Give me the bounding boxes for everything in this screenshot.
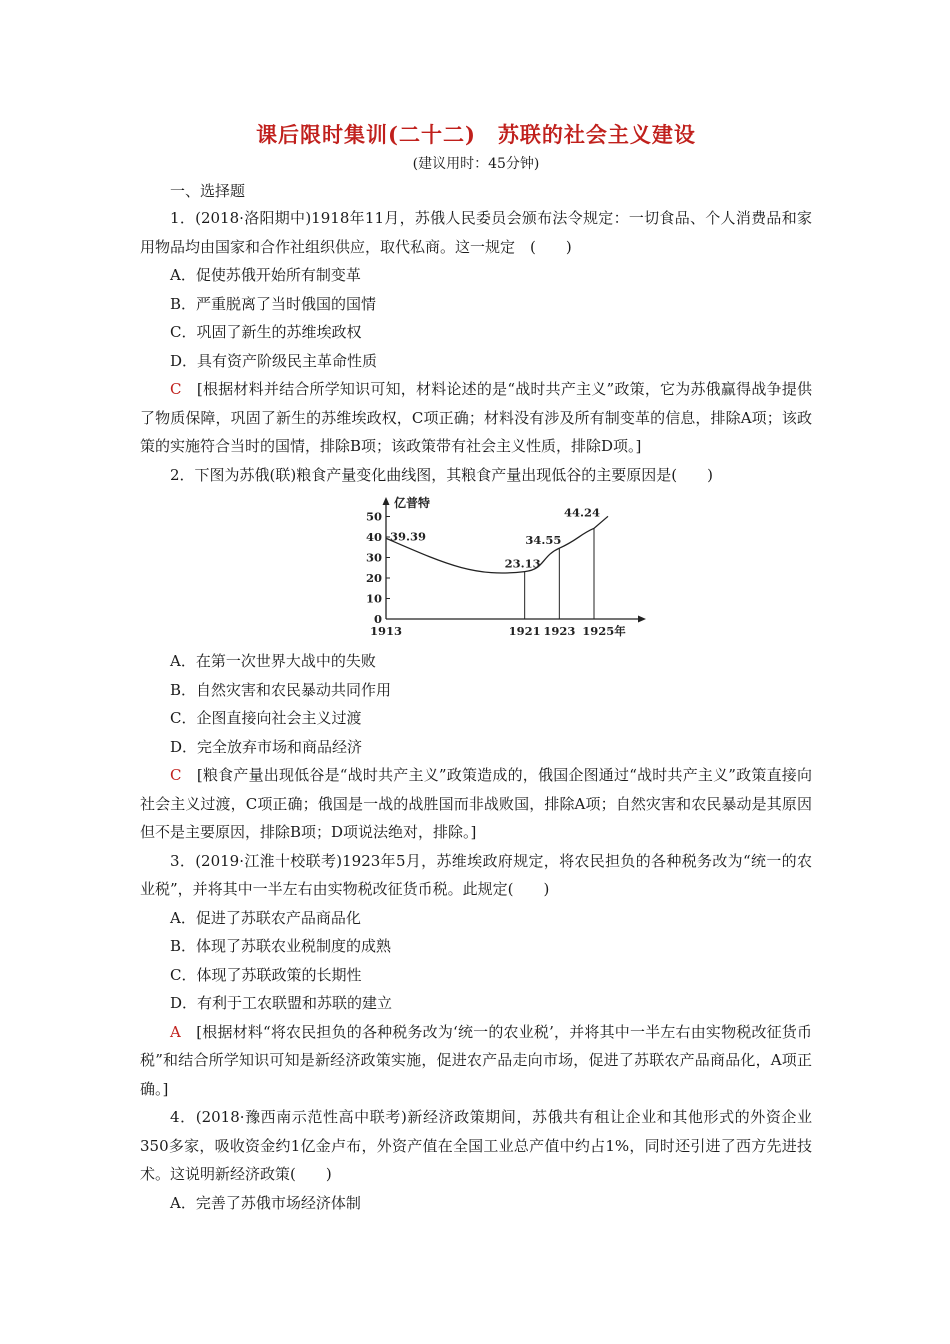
y-axis-label: 亿普特 <box>394 496 431 510</box>
question-4-stem: 4．(2018·豫西南示范性高中联考)新经济政策期间，苏俄共有租让企业和其他形式的外资企业350多家，吸收资金约1亿金卢布，外资产值在全国工业总产值中约占1%，同时还引进了西方先进技术。这说明新经济政策( ) <box>140 1108 812 1183</box>
question-1-answer <box>140 375 812 461</box>
y-tick-label: 40 <box>365 530 382 544</box>
answer-letter: A <box>170 1022 181 1041</box>
x-tick-label: 1923 <box>543 624 576 638</box>
section-heading: 一、选择题 <box>170 182 246 200</box>
question-3-option-a: A．促进了苏联农产品商品化 <box>170 908 361 927</box>
line-chart-svg <box>354 493 674 641</box>
y-tick-label: 20 <box>365 571 382 585</box>
x-tick-label: 1921 <box>508 624 541 638</box>
data-label: 44.24 <box>563 505 601 520</box>
question-3-answer <box>140 1018 812 1104</box>
question-4-option-a: A．完善了苏俄市场经济体制 <box>170 1193 361 1212</box>
x-tick-label: 1925年 <box>582 624 626 638</box>
question-3-option-d: D．有利于工农联盟和苏联的建立 <box>170 994 393 1012</box>
data-label: 23.13 <box>504 556 541 571</box>
series-line <box>386 516 608 573</box>
x-axis-arrow <box>638 616 646 623</box>
x-tick-label: 1913 <box>369 624 403 638</box>
y-axis-arrow <box>383 497 390 505</box>
answer-explanation: [根据材料“将农民担负的各种税务改为‘统一的农业税’，并将其中一半左右由实物税改征货币税”和结合所学知识可知是新经济政策实施，促进农产品走向市场，促进了苏联农产品商品化，A项正确。] <box>140 1022 812 1098</box>
question-2-option-b: B．自然灾害和农民暴动共同作用 <box>170 680 392 699</box>
question-1-stem: 1．(2018·洛阳期中)1918年11月，苏俄人民委员会颁布法令规定：一切食品、个人消费品和家用物品均由国家和合作社组织供应，取代私商。这一规定 ( ) <box>140 209 812 256</box>
question-1-option-d: D．具有资产阶级民主革命性质 <box>170 351 378 370</box>
page-title: 课后限时集训(二十二) 苏联的社会主义建设 <box>256 122 696 147</box>
answer-letter: C <box>170 766 182 784</box>
question-1-option-b: B．严重脱离了当时俄国的国情 <box>170 294 377 313</box>
answer-explanation: [根据材料并结合所学知识可知，材料论述的是“战时共产主义”政策，它为苏俄赢得战争提供了物质保障，巩固了新生的苏维埃政权，C项正确；材料没有涉及所有制变革的信息，排除A项；该政策的实施符合当时的国情，排除B项；该政策带有社会主义性质，排除D项。] <box>140 380 812 455</box>
data-label: 39.39 <box>390 529 427 544</box>
y-tick-label: 50 <box>365 509 382 524</box>
y-tick-label: 30 <box>365 550 382 565</box>
grain-output-chart <box>140 493 812 641</box>
answer-explanation: [粮食产量出现低谷是“战时共产主义”政策造成的，俄国企图通过“战时共产主义”政策直接向社会主义过渡，C项正确；俄国是一战的战胜国而非战败国，排除A项；自然灾害和农民暴动是其原因但不是主要原因，排除B项；D项说法绝对，排除。] <box>140 766 812 841</box>
document-page <box>140 118 812 1217</box>
question-2-stem: 2．下图为苏俄(联)粮食产量变化曲线图，其粮食产量出现低谷的主要原因是( ) <box>170 465 713 484</box>
question-1-option-a: A．促使苏俄开始所有制变革 <box>170 266 361 284</box>
question-2-option-a: A．在第一次世界大战中的失败 <box>170 652 376 670</box>
question-1-option-c: C．巩固了新生的苏维埃政权 <box>170 323 362 341</box>
question-2-option-c: C．企图直接向社会主义过渡 <box>170 709 362 727</box>
page-subtitle: (建议用时：45分钟) <box>412 156 540 172</box>
y-tick-label: 10 <box>365 591 382 606</box>
y-tick-label: 0 <box>373 612 382 626</box>
question-3-option-c: C．体现了苏联政策的长期性 <box>170 965 362 984</box>
question-2-option-d: D．完全放弃市场和商品经济 <box>170 737 363 756</box>
question-3-option-b: B．体现了苏联农业税制度的成熟 <box>170 937 392 955</box>
answer-letter: C <box>170 380 182 398</box>
data-label: 34.55 <box>525 533 562 548</box>
question-3-stem: 3．(2019·江淮十校联考)1923年5月，苏维埃政府规定，将农民担负的各种税务改为“统一的农业税”，并将其中一半左右由实物税改征货币税。此规定( ) <box>140 851 812 898</box>
question-2-answer <box>140 761 812 847</box>
